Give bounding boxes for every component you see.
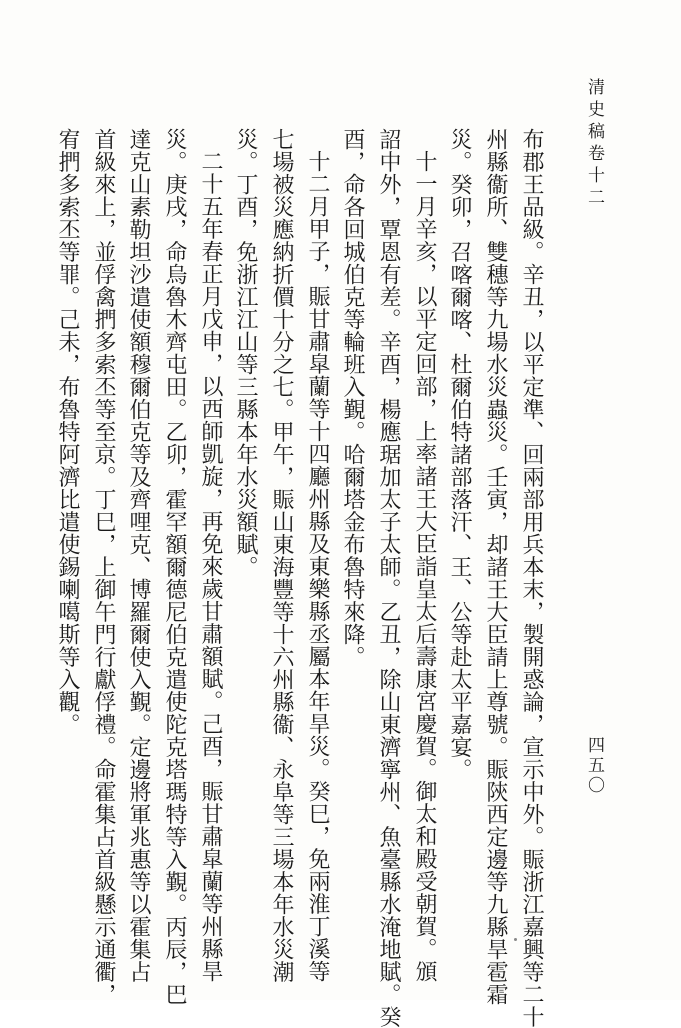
text-column-7: 十二月甲子，賑甘肅皐蘭等十四廳州縣及東樂縣丞屬本年旱災。癸巳，免兩淮丁溪等 (305, 150, 330, 983)
text-column-2: 州縣衞所、雙穗等九場水災蟲災。壬寅，却諸王大臣請上尊號。賑陝西定邊等九縣旱雹霜 (483, 128, 508, 1006)
text-column-10: 二十五年春正月戊申，以西師凱旋，再免來歲甘肅額賦。己酉，賑甘肅皐蘭等州縣旱 (198, 150, 223, 983)
text-column-5: 詔中外，覃恩有差。辛酉，楊應琚加太子太師。乙丑，除山東濟寧州、魚臺縣水淹地賦。癸 (376, 128, 401, 1028)
text-column-1: 布郡王品級。辛丑，以平定準、回兩部用兵本末，製開惑論，宣示中外。賑浙江嘉興等二十 (519, 128, 544, 1028)
text-column-8: 七場被災應納折價十分之七。甲午，賑山東海豐等十六州縣衞、永阜等三場本年水災潮 (269, 128, 294, 983)
text-column-3: 災。癸卯，召喀爾喀、杜爾伯特諸部落汗、王、公等赴太平嘉宴。 (447, 128, 472, 781)
text-column-14: 宥捫多索丕等罪。己未，布魯特阿濟比遣使錫喇噶斯等入觀。 (55, 128, 80, 736)
text-column-9: 災。丁酉，免浙江江山等三縣本年水災額賦。 (233, 128, 258, 578)
scan-speck (514, 938, 517, 941)
text-column-11: 災。庚戌，命烏魯木齊屯田。乙卯，霍罕額爾德尼伯克遣使陀克塔瑪特等入覲。丙辰，巴 (162, 128, 187, 1006)
running-header-title: 清史稿卷十二 (584, 78, 604, 210)
page-number: 四五〇 (584, 736, 604, 796)
text-column-4: 十一月辛亥，以平定回部，上率諸王大臣詣皇太后壽康宮慶賀。御太和殿受朝賀。頒 (412, 150, 437, 983)
text-column-6: 酉，命各回城伯克等輪班入覲。哈爾塔金布魯特來降。 (340, 128, 365, 668)
text-column-12: 達克山素勒坦沙遣使額穆爾伯克等及齊哩克、博羅爾使入覲。定邊將軍兆惠等以霍集占 (126, 128, 151, 983)
text-column-13: 首級來上，並俘禽捫多索丕等至京。丁巳，上御午門行獻俘禮。命霍集占首級懸示通衢， (91, 128, 116, 1006)
